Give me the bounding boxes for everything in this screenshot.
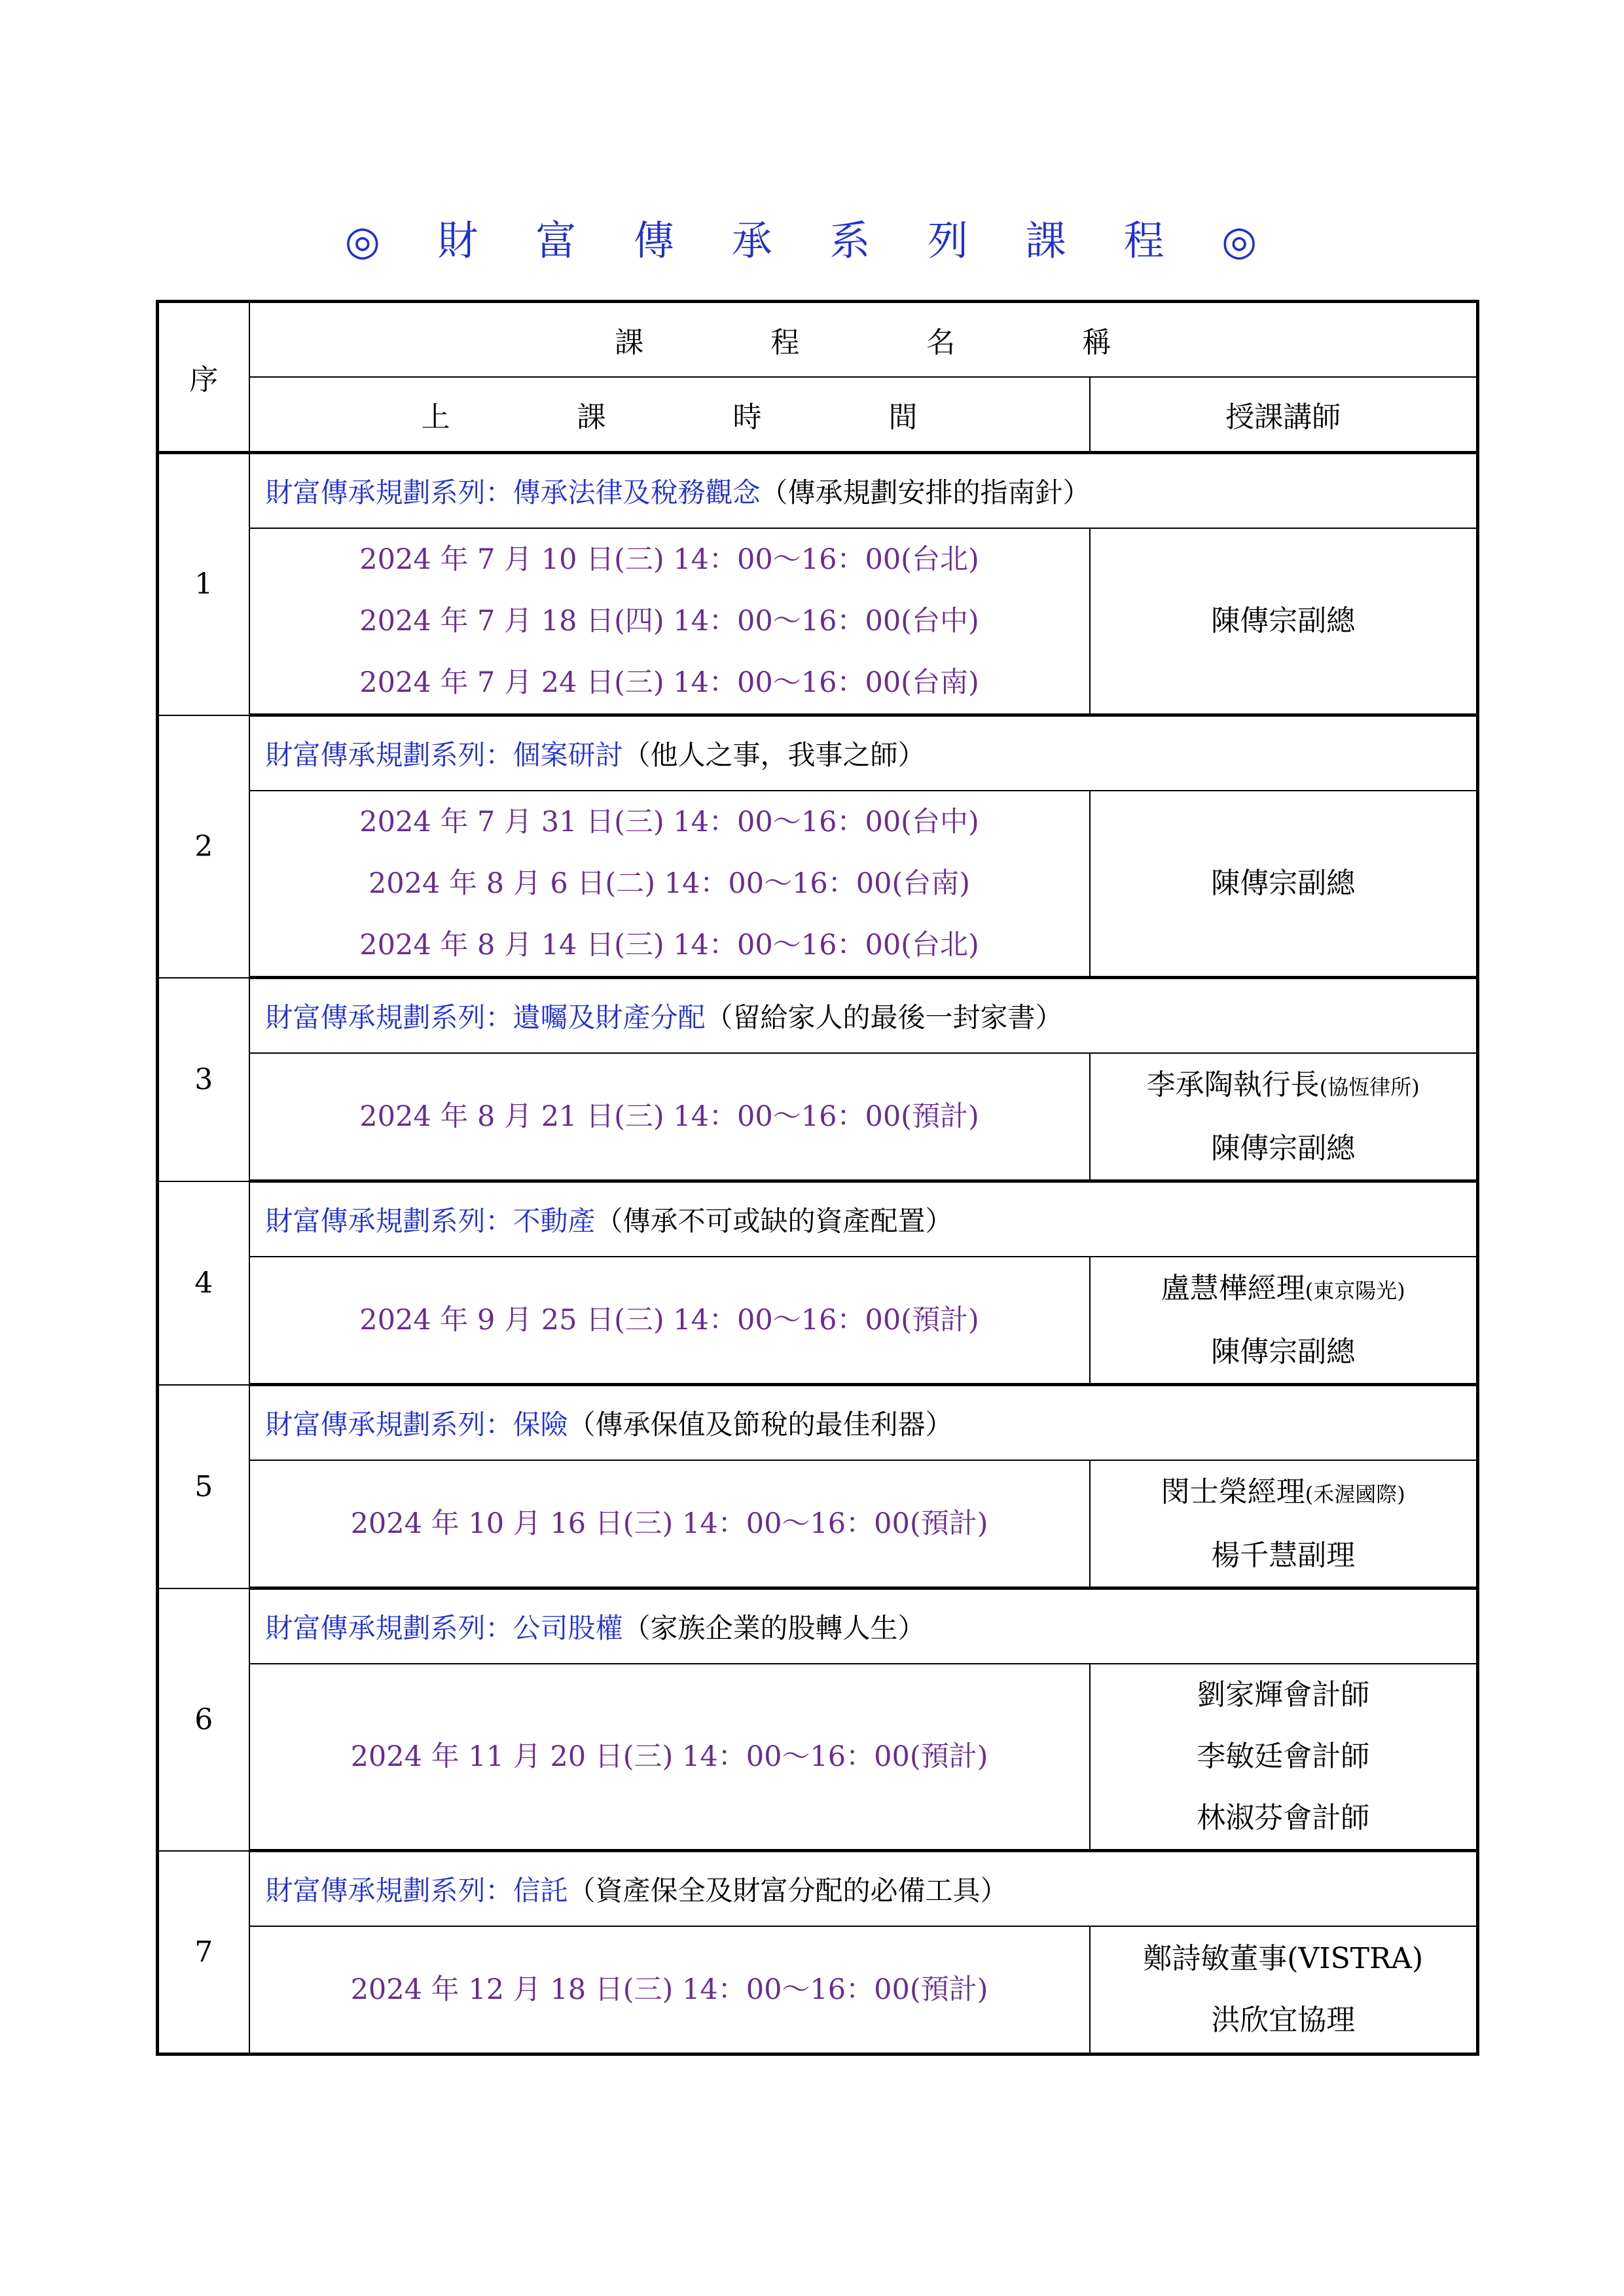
course-title-row: [158, 1588, 1478, 1664]
instructor-line: [1091, 853, 1477, 914]
instructor-line: [1091, 1118, 1477, 1179]
session-time: 2024 年 7 月 10 日(三) 14：00～16：00(台北): [359, 543, 979, 576]
course-subtitle: （資產保全及財富分配的必備工具）: [568, 1874, 1008, 1907]
header-class-time: 上 課 時 間: [249, 377, 1090, 453]
course-series: 財富傳承規劃系列：: [265, 1408, 513, 1441]
course-seq: 6: [158, 1588, 249, 1851]
course-seq: 4: [158, 1181, 249, 1385]
course-detail-row: [158, 791, 1478, 978]
instructor-line: [1091, 1726, 1477, 1787]
session-time: 2024 年 7 月 31 日(三) 14：00～16：00(台中): [359, 806, 979, 838]
instructor-line: [1091, 1054, 1477, 1118]
session-time: 2024 年 7 月 18 日(四) 14：00～16：00(台中): [359, 605, 979, 637]
course-series: 財富傳承規劃系列：: [265, 1205, 513, 1237]
instructor-name: 李敏廷會計師: [1197, 1740, 1370, 1773]
instructor-name: 陳傳宗副總: [1211, 1131, 1356, 1165]
course-seq: 3: [158, 978, 249, 1181]
course-topic: 不動產: [513, 1205, 596, 1237]
instructor-name: 楊千慧副理: [1211, 1538, 1356, 1572]
course-title-row: [158, 1181, 1478, 1257]
header-course-name: 課 程 名 稱: [249, 302, 1478, 378]
instructor-line: [1091, 1928, 1477, 1990]
course-topic: 信託: [513, 1874, 568, 1907]
course-series: 財富傳承規劃系列：: [265, 476, 513, 509]
course-instructors: [1090, 1257, 1478, 1385]
course-instructors: [1090, 1664, 1478, 1851]
course-instructors: [1090, 791, 1478, 978]
course-schedule-table: [156, 300, 1479, 2056]
course-name: [249, 715, 1478, 791]
course-title-row: [158, 978, 1478, 1054]
session-time: 2024 年 8 月 6 日(二) 14：00～16：00(台南): [368, 867, 971, 900]
header-row-time-instructor: [158, 377, 1478, 453]
header-instructor: 授課講師: [1090, 377, 1478, 453]
instructor-line: [1091, 1990, 1477, 2051]
course-detail-row: [158, 1460, 1478, 1588]
course-seq: 2: [158, 715, 249, 978]
course-series: 財富傳承規劃系列：: [265, 1001, 513, 1033]
header-seq: 序: [158, 302, 249, 453]
course-detail-row: [158, 1257, 1478, 1385]
course-seq: 7: [158, 1851, 249, 2054]
course-title-row: [158, 1851, 1478, 1927]
instructor-name: 鄭詩敏董事(VISTRA): [1143, 1942, 1424, 1975]
course-series: 財富傳承規劃系列：: [265, 739, 513, 771]
instructor-line: [1091, 1664, 1477, 1726]
course-subtitle: （留給家人的最後一封家書）: [705, 1001, 1063, 1033]
instructor-name: 閔士榮經理: [1161, 1475, 1305, 1509]
session-time: 2024 年 10 月 16 日(三) 14：00～16：00(預計): [350, 1507, 988, 1540]
course-series: 財富傳承規劃系列：: [265, 1874, 513, 1907]
course-times: [249, 1664, 1090, 1851]
instructor-line: [1091, 1462, 1477, 1525]
course-name: [249, 453, 1478, 529]
course-series: 財富傳承規劃系列：: [265, 1612, 513, 1644]
session-time: 2024 年 9 月 25 日(三) 14：00～16：00(預計): [359, 1304, 979, 1336]
instructor-name: 劉家輝會計師: [1197, 1678, 1370, 1712]
course-detail-row: [158, 1053, 1478, 1181]
instructor-line: [1091, 1787, 1477, 1849]
course-times: [249, 1257, 1090, 1385]
course-detail-row: [158, 1926, 1478, 2054]
course-seq: 5: [158, 1385, 249, 1588]
course-topic: 傳承法律及稅務觀念: [513, 476, 761, 509]
course-times: [249, 791, 1090, 978]
instructor-line: [1091, 1258, 1477, 1321]
instructor-name: 盧慧樺經理: [1161, 1271, 1305, 1305]
session-time: 2024 年 7 月 24 日(三) 14：00～16：00(台南): [359, 666, 979, 699]
course-topic: 保險: [513, 1408, 568, 1441]
instructor-line: [1091, 590, 1477, 652]
course-detail-row: [158, 1664, 1478, 1851]
course-name: [249, 1588, 1478, 1664]
course-title-row: [158, 453, 1478, 529]
instructor-org: (協恆律所): [1319, 1074, 1420, 1100]
instructor-name: 林淑芬會計師: [1197, 1801, 1370, 1835]
course-instructors: [1090, 528, 1478, 715]
course-topic: 遺囑及財產分配: [513, 1001, 706, 1033]
course-topic: 個案研討: [513, 739, 623, 771]
instructor-org: (禾渥國際): [1305, 1481, 1405, 1507]
session-time: 2024 年 12 月 18 日(三) 14：00～16：00(預計): [350, 1973, 988, 2006]
course-detail-row: [158, 528, 1478, 715]
course-subtitle: （傳承不可或缺的資產配置）: [595, 1205, 953, 1237]
course-name: [249, 978, 1478, 1054]
page-title: ◎ 財 富 傳 承 系 列 課 程 ◎: [344, 217, 1280, 264]
instructor-name: 洪欣宜協理: [1211, 2003, 1356, 2037]
course-subtitle: （家族企業的股轉人生）: [623, 1612, 926, 1644]
instructor-line: [1091, 1321, 1477, 1383]
course-name: [249, 1181, 1478, 1257]
course-instructors: [1090, 1053, 1478, 1181]
instructor-name: 李承陶執行長: [1146, 1067, 1320, 1102]
course-topic: 公司股權: [513, 1612, 623, 1644]
course-instructors: [1090, 1460, 1478, 1588]
instructor-name: 陳傳宗副總: [1211, 1335, 1356, 1369]
course-times: [249, 528, 1090, 715]
instructor-org: (東京陽光): [1305, 1278, 1405, 1303]
session-time: 2024 年 11 月 20 日(三) 14：00～16：00(預計): [350, 1740, 988, 1773]
course-times: [249, 1926, 1090, 2054]
course-times: [249, 1460, 1090, 1588]
course-subtitle: （他人之事，我事之師）: [623, 739, 926, 771]
header-row-course-name: [158, 302, 1478, 378]
course-subtitle: （傳承規劃安排的指南針）: [760, 476, 1091, 509]
course-seq: 1: [158, 453, 249, 715]
instructor-line: [1091, 1525, 1477, 1587]
course-name: [249, 1851, 1478, 1927]
course-title-row: [158, 1385, 1478, 1461]
instructor-name: 陳傳宗副總: [1211, 604, 1356, 637]
session-time: 2024 年 8 月 14 日(三) 14：00～16：00(台北): [359, 929, 979, 961]
course-instructors: [1090, 1926, 1478, 2054]
session-time: 2024 年 8 月 21 日(三) 14：00～16：00(預計): [359, 1100, 979, 1133]
course-title-row: [158, 715, 1478, 791]
course-name: [249, 1385, 1478, 1461]
course-subtitle: （傳承保值及節稅的最佳利器）: [568, 1408, 953, 1441]
instructor-name: 陳傳宗副總: [1211, 867, 1356, 900]
course-times: [249, 1053, 1090, 1181]
